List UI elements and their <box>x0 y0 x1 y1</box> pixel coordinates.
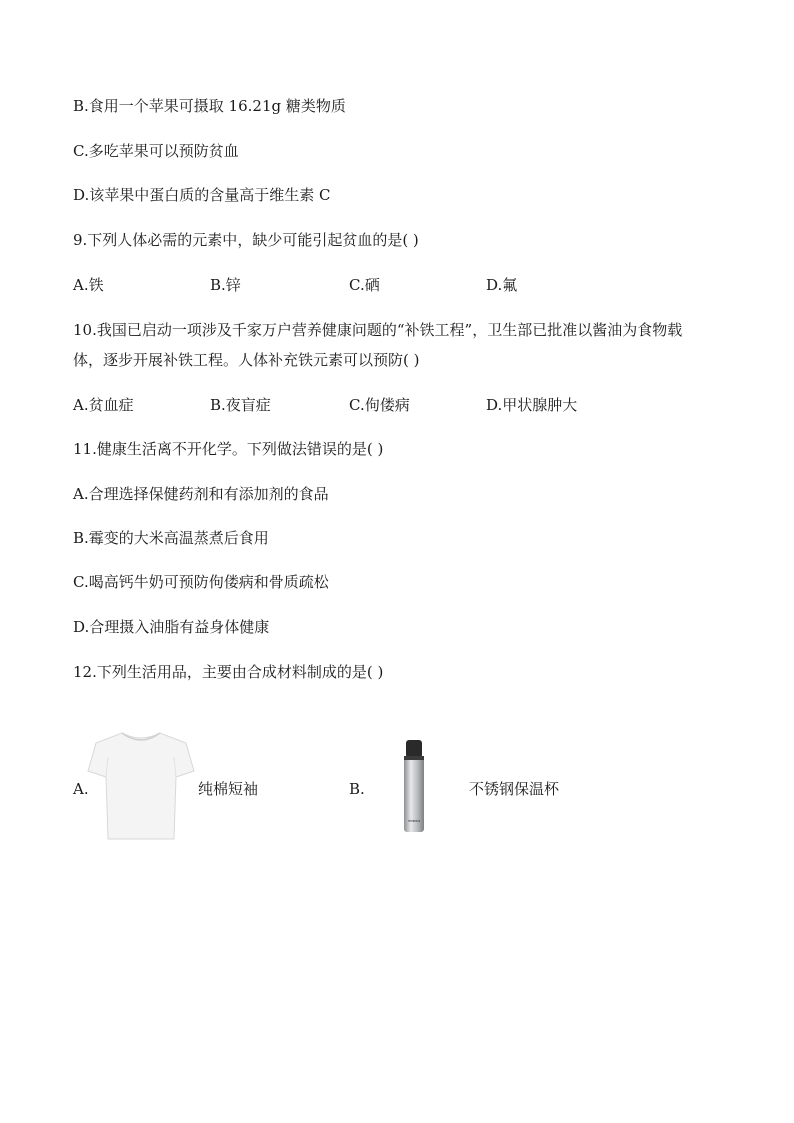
q11-option-b: B.霉变的大米高温蒸煮后食用 <box>73 529 269 547</box>
tshirt-image <box>86 727 196 841</box>
q9-stem: 9.下列人体必需的元素中，缺少可能引起贫血的是( ) <box>73 231 419 249</box>
q12-option-b-letter: B. <box>349 780 365 798</box>
q10-stem-line2: 体，逐步开展补铁工程。人体补充铁元素可以预防( ) <box>73 351 420 369</box>
q11-option-c: C.喝高钙牛奶可预防佝偻病和骨质疏松 <box>73 573 329 591</box>
q9-option-d: D.氟 <box>486 276 518 294</box>
q9-option-b: B.锌 <box>210 276 241 294</box>
q8-option-b: B.食用一个苹果可摄取 16.21g 糖类物质 <box>73 97 346 115</box>
q8-option-d: D.该苹果中蛋白质的含量高于维生素 C <box>73 186 331 204</box>
q11-option-d: D.合理摄入油脂有益身体健康 <box>73 618 270 636</box>
q9-option-a: A.铁 <box>73 276 104 294</box>
q12-option-b-text: 不锈钢保温杯 <box>469 780 560 798</box>
q10-option-b: B.夜盲症 <box>210 396 271 414</box>
thermos-image <box>400 738 428 834</box>
q10-stem-line1: 10.我国已启动一项涉及千家万户营养健康问题的“补铁工程”，卫生部已批准以酱油为食物载 <box>73 321 683 339</box>
q11-stem: 11.健康生活离不开化学。下列做法错误的是( ) <box>73 440 384 458</box>
q10-option-c: C.佝偻病 <box>349 396 410 414</box>
q12-option-a-letter: A. <box>73 780 89 798</box>
q11-option-a: A.合理选择保健药剂和有添加剂的食品 <box>73 485 329 503</box>
q9-option-c: C.硒 <box>349 276 380 294</box>
q10-option-a: A.贫血症 <box>73 396 134 414</box>
q8-option-c: C.多吃苹果可以预防贫血 <box>73 142 239 160</box>
q12-option-a-text: 纯棉短袖 <box>198 780 259 798</box>
q12-stem: 12.下列生活用品，主要由合成材料制成的是( ) <box>73 663 384 681</box>
thermos-brand-label: THERMOS <box>407 820 421 823</box>
q10-option-d: D.甲状腺肿大 <box>486 396 578 414</box>
